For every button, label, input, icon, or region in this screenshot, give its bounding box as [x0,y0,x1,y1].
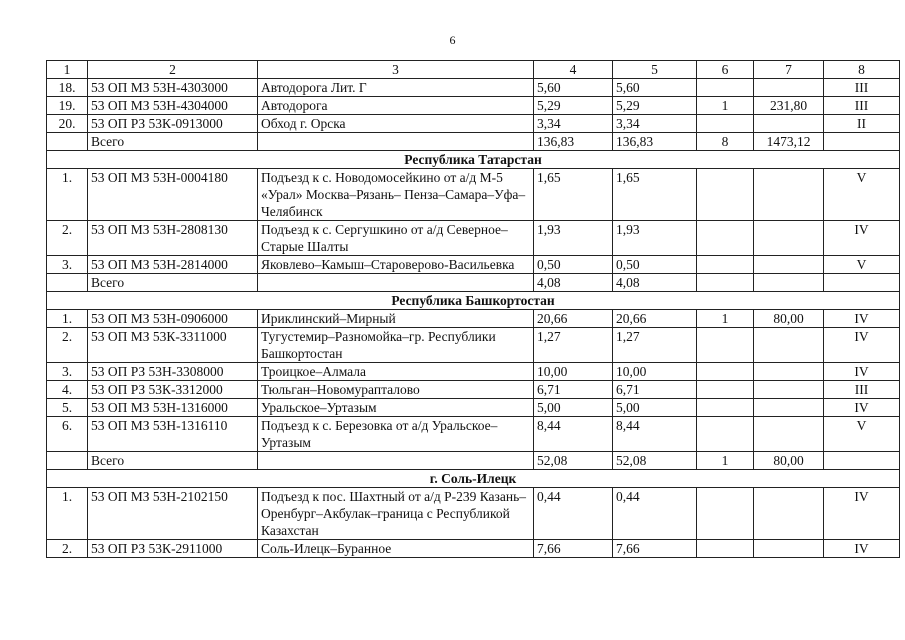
page-number: 6 [449,33,456,47]
length-cell: 1,65 [534,169,613,221]
total-length-cell: 52,08 [534,452,613,470]
road-name-cell: Уральское–Уртазым [258,399,534,417]
category-cell: V [824,417,900,452]
total-label: Всего [88,133,258,151]
total-count-cell: 8 [697,133,754,151]
column-header: 4 [534,61,613,79]
road-code-cell: 53 ОП МЗ 53Н-0906000 [88,310,258,328]
road-code-cell: 53 ОП МЗ 53Н-1316110 [88,417,258,452]
row-number-cell: 18. [47,79,88,97]
length-cell: 1,27 [534,328,613,363]
road-name-cell: Подъезд к пос. Шахтный от а/д Р-239 Казань–Оренбург–Акбулак–граница с Республикой Казахстан [258,488,534,540]
category-cell: IV [824,540,900,558]
length2-cell: 0,50 [613,256,697,274]
road-name-cell: Ириклинский–Мирный [258,310,534,328]
empty-cell [258,133,534,151]
total-length-cell: 4,08 [534,274,613,292]
section-header-row [47,292,900,310]
length-cell: 1,93 [534,221,613,256]
road-name-cell: Автодорога [258,97,534,115]
road-code-cell: 53 ОП РЗ 53К-3312000 [88,381,258,399]
count-cell: 1 [697,310,754,328]
category-cell: III [824,79,900,97]
category-cell: IV [824,310,900,328]
road-name-cell: Обход г. Орска [258,115,534,133]
empty-cell [47,452,88,470]
category-cell: IV [824,221,900,256]
table-row [47,488,900,540]
column-header: 2 [88,61,258,79]
length2-cell: 5,60 [613,79,697,97]
value-cell [754,417,824,452]
length2-cell: 3,34 [613,115,697,133]
value-cell: 231,80 [754,97,824,115]
value-cell [754,540,824,558]
table-row [47,169,900,221]
column-header-row [47,61,900,79]
total-length2-cell: 4,08 [613,274,697,292]
value-cell [754,221,824,256]
value-cell [754,399,824,417]
column-header: 5 [613,61,697,79]
length-cell: 7,66 [534,540,613,558]
table-row [47,381,900,399]
row-number-cell: 20. [47,115,88,133]
count-cell [697,399,754,417]
category-cell: IV [824,399,900,417]
table-row [47,540,900,558]
row-number-cell: 1. [47,310,88,328]
count-cell: 1 [697,97,754,115]
road-name-cell: Подъезд к с. Сергушкино от а/д Северное–Старые Шалты [258,221,534,256]
length2-cell: 1,27 [613,328,697,363]
column-header: 1 [47,61,88,79]
count-cell [697,328,754,363]
total-count-cell [697,274,754,292]
total-label: Всего [88,274,258,292]
count-cell [697,363,754,381]
count-cell [697,115,754,133]
road-code-cell: 53 ОП МЗ 53К-3311000 [88,328,258,363]
category-cell: IV [824,328,900,363]
value-cell [754,79,824,97]
count-cell [697,540,754,558]
value-cell [754,328,824,363]
length2-cell: 6,71 [613,381,697,399]
row-number-cell: 3. [47,256,88,274]
total-row [47,133,900,151]
total-category-cell [824,133,900,151]
length2-cell: 5,00 [613,399,697,417]
total-length2-cell: 136,83 [613,133,697,151]
table-row [47,328,900,363]
road-code-cell: 53 ОП МЗ 53Н-2808130 [88,221,258,256]
road-name-cell: Троицкое–Алмала [258,363,534,381]
total-length-cell: 136,83 [534,133,613,151]
road-code-cell: 53 ОП РЗ 53К-2911000 [88,540,258,558]
total-category-cell [824,452,900,470]
row-number-cell: 3. [47,363,88,381]
length-cell: 0,44 [534,488,613,540]
table-row [47,256,900,274]
value-cell [754,488,824,540]
length-cell: 5,60 [534,79,613,97]
table-row [47,221,900,256]
table-row [47,310,900,328]
road-code-cell: 53 ОП МЗ 53Н-1316000 [88,399,258,417]
category-cell: IV [824,363,900,381]
length-cell: 10,00 [534,363,613,381]
category-cell: III [824,97,900,115]
table-row [47,363,900,381]
count-cell [697,381,754,399]
row-number-cell: 2. [47,221,88,256]
total-category-cell [824,274,900,292]
row-number-cell: 2. [47,328,88,363]
empty-cell [258,274,534,292]
road-name-cell: Подъезд к с. Новодомосейкино от а/д М-5 «Урал» Москва–Рязань– Пенза–Самара–Уфа–Челябинск [258,169,534,221]
length2-cell: 7,66 [613,540,697,558]
value-cell [754,115,824,133]
length-cell: 6,71 [534,381,613,399]
total-label: Всего [88,452,258,470]
length2-cell: 5,29 [613,97,697,115]
value-cell: 80,00 [754,310,824,328]
category-cell: IV [824,488,900,540]
row-number-cell: 6. [47,417,88,452]
section-title: Республика Татарстан [47,151,900,169]
row-number-cell: 19. [47,97,88,115]
length-cell: 3,34 [534,115,613,133]
column-header: 7 [754,61,824,79]
total-length2-cell: 52,08 [613,452,697,470]
category-cell: III [824,381,900,399]
table-row [47,115,900,133]
row-number-cell: 1. [47,488,88,540]
road-code-cell: 53 ОП МЗ 53Н-4303000 [88,79,258,97]
length2-cell: 1,65 [613,169,697,221]
section-title: г. Соль-Илецк [47,470,900,488]
category-cell: II [824,115,900,133]
column-header: 6 [697,61,754,79]
column-header: 8 [824,61,900,79]
road-code-cell: 53 ОП РЗ 53Н-3308000 [88,363,258,381]
count-cell [697,488,754,540]
length-cell: 20,66 [534,310,613,328]
table-body [47,61,900,558]
value-cell [754,169,824,221]
road-name-cell: Соль-Илецк–Буранное [258,540,534,558]
table-row [47,79,900,97]
count-cell [697,169,754,221]
road-code-cell: 53 ОП МЗ 53Н-2102150 [88,488,258,540]
road-code-cell: 53 ОП МЗ 53Н-4304000 [88,97,258,115]
road-code-cell: 53 ОП МЗ 53Н-0004180 [88,169,258,221]
length2-cell: 1,93 [613,221,697,256]
value-cell [754,381,824,399]
total-row [47,452,900,470]
length2-cell: 10,00 [613,363,697,381]
road-name-cell: Тюльган–Новомурапталово [258,381,534,399]
count-cell [697,221,754,256]
length2-cell: 8,44 [613,417,697,452]
length-cell: 8,44 [534,417,613,452]
empty-cell [47,133,88,151]
length2-cell: 20,66 [613,310,697,328]
total-value-cell: 1473,12 [754,133,824,151]
road-name-cell: Яковлево–Камыш–Староверово-Васильевка [258,256,534,274]
empty-cell [47,274,88,292]
row-number-cell: 5. [47,399,88,417]
value-cell [754,256,824,274]
length2-cell: 0,44 [613,488,697,540]
category-cell: V [824,169,900,221]
road-name-cell: Тугустемир–Разномойка–гр. Республики Башкортостан [258,328,534,363]
table-row [47,417,900,452]
count-cell [697,256,754,274]
section-header-row [47,470,900,488]
total-value-cell: 80,00 [754,452,824,470]
length-cell: 5,00 [534,399,613,417]
roads-table [46,60,900,558]
count-cell [697,417,754,452]
row-number-cell: 2. [47,540,88,558]
table-row [47,399,900,417]
length-cell: 0,50 [534,256,613,274]
road-code-cell: 53 ОП МЗ 53Н-2814000 [88,256,258,274]
total-count-cell: 1 [697,452,754,470]
section-title: Республика Башкортостан [47,292,900,310]
value-cell [754,363,824,381]
total-row [47,274,900,292]
road-name-cell: Автодорога Лит. Г [258,79,534,97]
length-cell: 5,29 [534,97,613,115]
table-row [47,97,900,115]
empty-cell [258,452,534,470]
section-header-row [47,151,900,169]
column-header: 3 [258,61,534,79]
category-cell: V [824,256,900,274]
count-cell [697,79,754,97]
road-name-cell: Подъезд к с. Березовка от а/д Уральское–Уртазым [258,417,534,452]
row-number-cell: 1. [47,169,88,221]
total-value-cell [754,274,824,292]
row-number-cell: 4. [47,381,88,399]
road-code-cell: 53 ОП РЗ 53К-0913000 [88,115,258,133]
